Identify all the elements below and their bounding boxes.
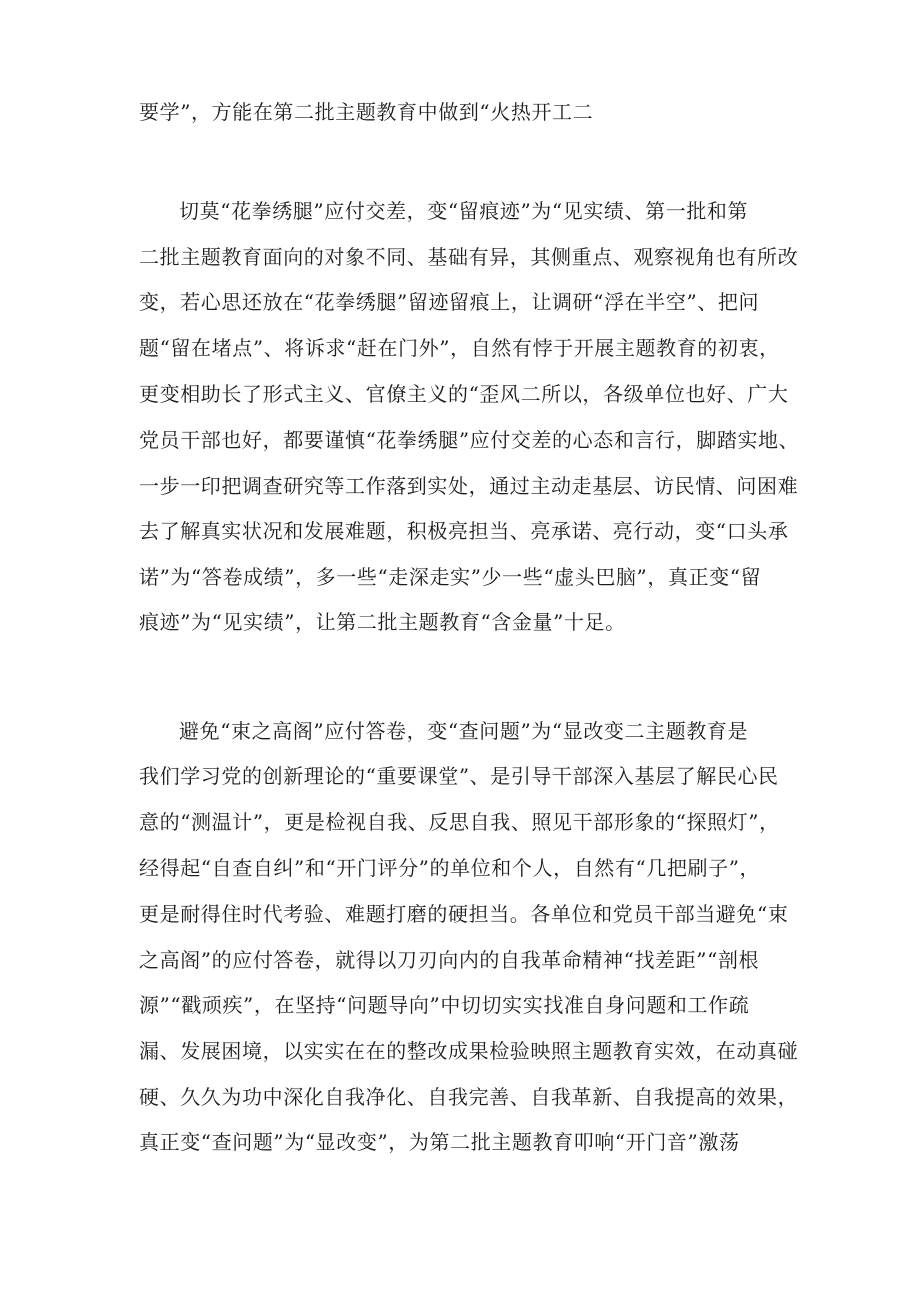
- paragraph-3-line-10: 真正变“查问题”为“显改变”，为第二批主题教育叩响“开门音”激荡: [139, 1130, 740, 1154]
- paragraph-3-line-9: 硬、久久为功中深化自我净化、自我完善、自我革新、自我提高的效果，: [139, 1085, 799, 1109]
- paragraph-2-line-7: 一步一印把调查研究等工作落到实处，通过主动走基层、访民情、问困难: [139, 474, 799, 498]
- paragraph-3-line-1: 避免“束之高阁”应付答卷，变“查问题”为“显改变二主题教育是: [179, 719, 749, 743]
- paragraph-2-line-1: 切莫“花拳绣腿”应付交差，变“留痕迹”为“见实绩、第一批和第: [179, 199, 749, 223]
- paragraph-2-line-8: 去了解真实状况和发展难题，积极亮担当、亮承诺、亮行动，变“口头承: [139, 519, 789, 543]
- paragraph-3-line-4: 经得起“自查自纠”和“开门评分”的单位和个人，自然有“几把刷子”，: [139, 856, 761, 880]
- paragraph-2-line-6: 党员干部也好，都要谨慎“花拳绣腿”应付交差的心态和言行，脚踏实地、: [139, 428, 800, 452]
- paragraph-2-line-4: 题“留在堵点”、将诉求“赶在门外”，自然有悖于开展主题教育的初衷，: [139, 336, 780, 360]
- paragraph-3-line-6: 之高阁”的应付答卷，就得以刀刃向内的自我革命精神“找差距”“剖根: [139, 948, 760, 972]
- paragraph-2-line-3: 变，若心思还放在“花拳绣腿”留迹留痕上，让调研“浮在半空”、把问: [139, 290, 760, 314]
- paragraph-3-line-8: 漏、发展困境，以实实在在的整改成果检验映照主题教育实效，在动真碰: [139, 1039, 799, 1063]
- paragraph-3-line-3: 意的“测温计”，更是检视自我、反思自我、照见干部形象的“探照灯”，: [139, 810, 780, 834]
- paragraph-3-line-2: 我们学习党的创新理论的“重要课堂”、是引导干部深入基层了解民心民: [139, 764, 779, 788]
- paragraph-2-line-5: 更变相助长了形式主义、官僚主义的“歪风二所以，各级单位也好、广大: [139, 382, 789, 406]
- paragraph-3-line-7: 源”“戳顽疾”，在坚持“问题导向”中切切实实找准自身问题和工作疏: [139, 993, 750, 1017]
- paragraph-2-line-9: 诺”为“答卷成绩”，多一些“走深走实”少一些“虚头巴脑”，真正变“留: [139, 565, 762, 589]
- paragraph-2-line-2: 二批主题教育面向的对象不同、基础有异，其侧重点、观察视角也有所改: [139, 245, 799, 269]
- paragraph-2-line-10: 痕迹”为“见实绩”，让第二批主题教育“含金量”十足。: [139, 610, 626, 634]
- paragraph-3-line-5: 更是耐得住时代考验、难题打磨的硬担当。各单位和党员干部当避免“束: [139, 902, 789, 926]
- paragraph-1-line-1: 要学”，方能在第二批主题教育中做到“火热开工二: [139, 100, 594, 124]
